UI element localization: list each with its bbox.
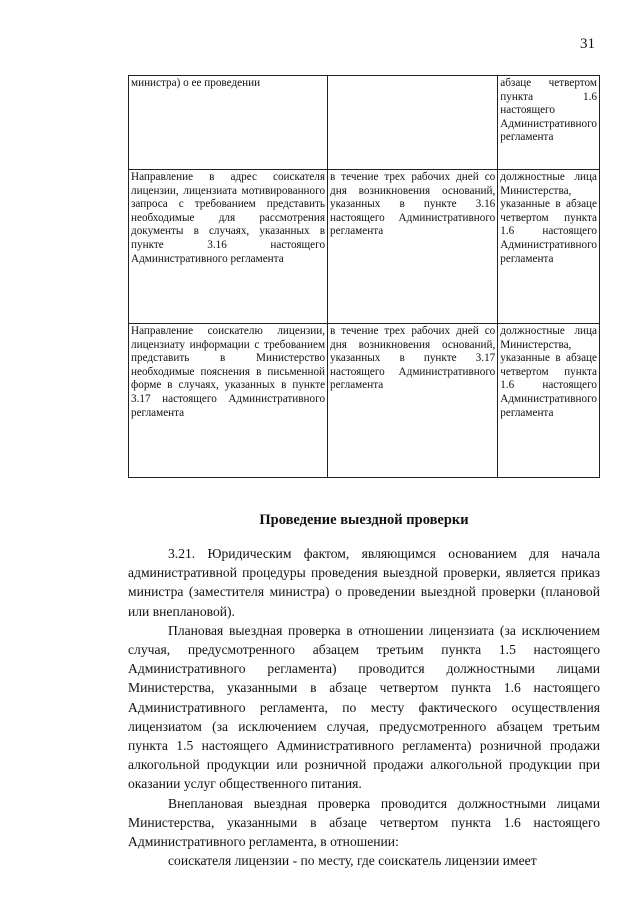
- paragraph: Внеплановая выездная проверка проводится должностными лицами Министерства, указанными в абзаце четвертом пункта 1.6 настоящего Административного регламента, в отношении:: [128, 795, 600, 850]
- paragraph: 3.21. Юридическим фактом, являющимся основанием для начала административной процедуры проведения выездной проверки, является приказ министра (заместителя министра) о проведении выездной проверки (плановой или внеплановой).: [128, 546, 600, 619]
- section-heading: Проведение выездной проверки: [259, 512, 469, 528]
- table-row: [129, 324, 600, 478]
- responsible-cell: должностные лица Министерства, указанные в абзаце четвертом пункта 1.6 настоящего Административного регламента: [498, 170, 600, 324]
- term-cell: в течение трех рабочих дней со дня возникновения оснований, указанных в пункте 3.17 настоящего Административного регламента: [328, 324, 498, 478]
- action-cell: Направление соискателю лицензии, лицензиату информации с требованием представить в Министерство необходимые пояснения в письменной форме в случаях, указанных в пункте 3.17 настоящего Административного регламента: [129, 324, 328, 478]
- responsible-cell: должностные лица Министерства, указанные в абзаце четвертом пункта 1.6 настоящего Административного регламента: [498, 324, 600, 478]
- table-row: [129, 76, 600, 170]
- term-cell: [328, 76, 498, 170]
- procedure-table: [128, 75, 600, 478]
- action-cell: министра) о ее проведении: [129, 76, 328, 170]
- action-cell: Направление в адрес соискателя лицензии, лицензиата мотивированного запроса с требованием представить необходимые для рассмотрения документы в случаях, указанных в пункте 3.16 настоящего Административного регламента: [129, 170, 328, 324]
- responsible-cell: абзаце четвертом пункта 1.6 настоящего Административного регламента: [498, 76, 600, 170]
- paragraph: соискателя лицензии - по месту, где соискатель лицензии имеет: [168, 853, 537, 869]
- term-cell: в течение трех рабочих дней со дня возникновения оснований, указанных в пункте 3.16 настоящего Административного регламента: [328, 170, 498, 324]
- paragraph: Плановая выездная проверка в отношении лицензиата (за исключением случая, предусмотренного абзацем третьим пункта 1.5 настоящего Административного регламента) проводится должностными лицами Министерства, указанными в абзаце четвертом пункта 1.6 настоящего Административного регламента, по месту фактического осуществления лицензиатом (за исключением случая, предусмотренного абзацем третьим пункта 1.5 настоящего Административного регламента) розничной продажи алкогольной продукции или розничной продажи алкогольной продукции при оказании услуг общественного питания.: [128, 622, 600, 792]
- page-number: 31: [580, 36, 595, 52]
- section-body: [128, 544, 600, 870]
- table-row: [129, 170, 600, 324]
